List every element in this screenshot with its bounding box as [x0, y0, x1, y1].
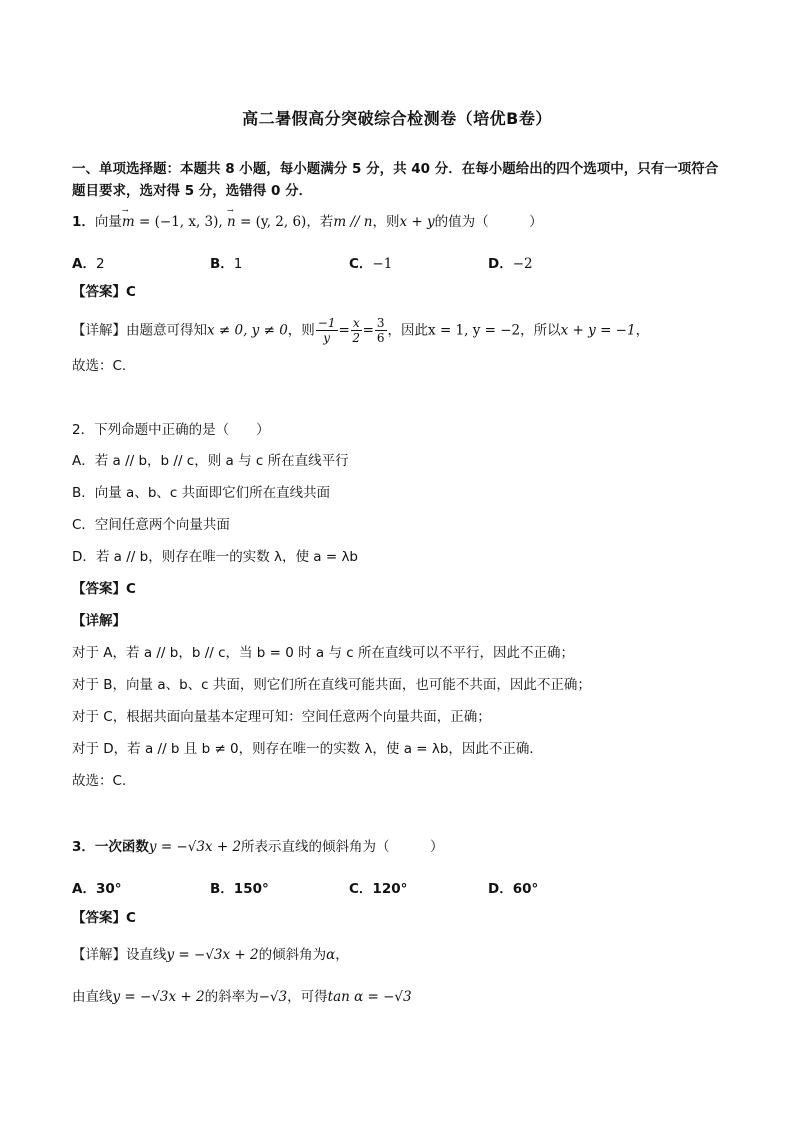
- q2-option-d: D．若 a // b，则存在唯一的实数 λ，使 a = λb: [72, 549, 359, 565]
- q1-stem: 1．向量→ m = (−1, x, 3), → n = (y, 2, 6)，若m // n，则x + y的值为（ ）: [72, 213, 543, 231]
- q2-detail-a: 对于 A，若 a // b，b // c，当 b = 0 时 a 与 c 所在直线可以不平行，因此不正确；: [72, 645, 575, 661]
- section-heading-line1: 一、单项选择题：本题共 8 小题，每小题满分 5 分，共 40 分．在每小题给出的四个选项中，只有一项符合: [72, 161, 719, 177]
- q3-slope-line: 由直线y = −√3x + 2的斜率为−√3，可得tan α = −√3: [72, 989, 412, 1005]
- q3-option-c: C．120°: [349, 881, 408, 897]
- q2-option-c: C．空间任意两个向量共面: [72, 517, 230, 533]
- q2-option-b: B．向量 a、b、c 共面即它们所在直线共面: [72, 485, 331, 501]
- q1-detail: 【详解】由题意可得知x ≠ 0, y ≠ 0，则 $\frac{-1}{y}$ = $\frac{x}{2}$ = $\frac{3}{6}$ ，因此x = 1, y = −2，所以x + y = −1，: [72, 316, 650, 345]
- q1-option-b: B．1: [210, 256, 243, 272]
- q2-detail-c: 对于 C，根据共面向量基本定理可知：空间任意两个向量共面，正确；: [72, 709, 491, 725]
- section-heading-line2: 题目要求，选对得 5 分，选错得 0 分．: [72, 183, 313, 199]
- q2-answer: 【答案】C: [72, 581, 136, 597]
- q3-option-a: A．30°: [72, 881, 122, 897]
- q2-detail-d: 对于 D，若 a // b 且 b ≠ 0，则存在唯一的实数 λ，使 a = λb，因此不正确．: [72, 741, 543, 757]
- q3-option-b: B．150°: [210, 881, 269, 897]
- q1-option-c: C．−1: [349, 256, 393, 272]
- q2-option-a: A．若 a // b，b // c，则 a 与 c 所在直线平行: [72, 453, 349, 469]
- q1-answer: 【答案】C: [72, 284, 136, 300]
- q1-conclusion: 故选：C.: [72, 358, 127, 374]
- q1-option-d: D．−2: [488, 256, 533, 272]
- q3-answer: 【答案】C: [72, 910, 136, 926]
- q3-detail: 【详解】设直线y = −√3x + 2的倾斜角为α，: [72, 947, 349, 963]
- page-title: 高二暑假高分突破综合检测卷（培优B卷）: [242, 109, 552, 128]
- q1-option-a: A．2: [72, 256, 105, 272]
- q2-detail-b: 对于 B，向量 a、b、c 共面，则它们所在直线可能共面，也可能不共面，因此不正确；: [72, 677, 591, 693]
- q3-stem: 3．一次函数y = −√3x + 2所表示直线的倾斜角为（ ）: [72, 839, 444, 855]
- q2-conclusion: 故选：C.: [72, 773, 127, 789]
- q3-option-d: D．60°: [488, 881, 539, 897]
- q2-detail-label: 【详解】: [72, 613, 126, 629]
- q2-stem: 2．下列命题中正确的是（ ）: [72, 422, 270, 438]
